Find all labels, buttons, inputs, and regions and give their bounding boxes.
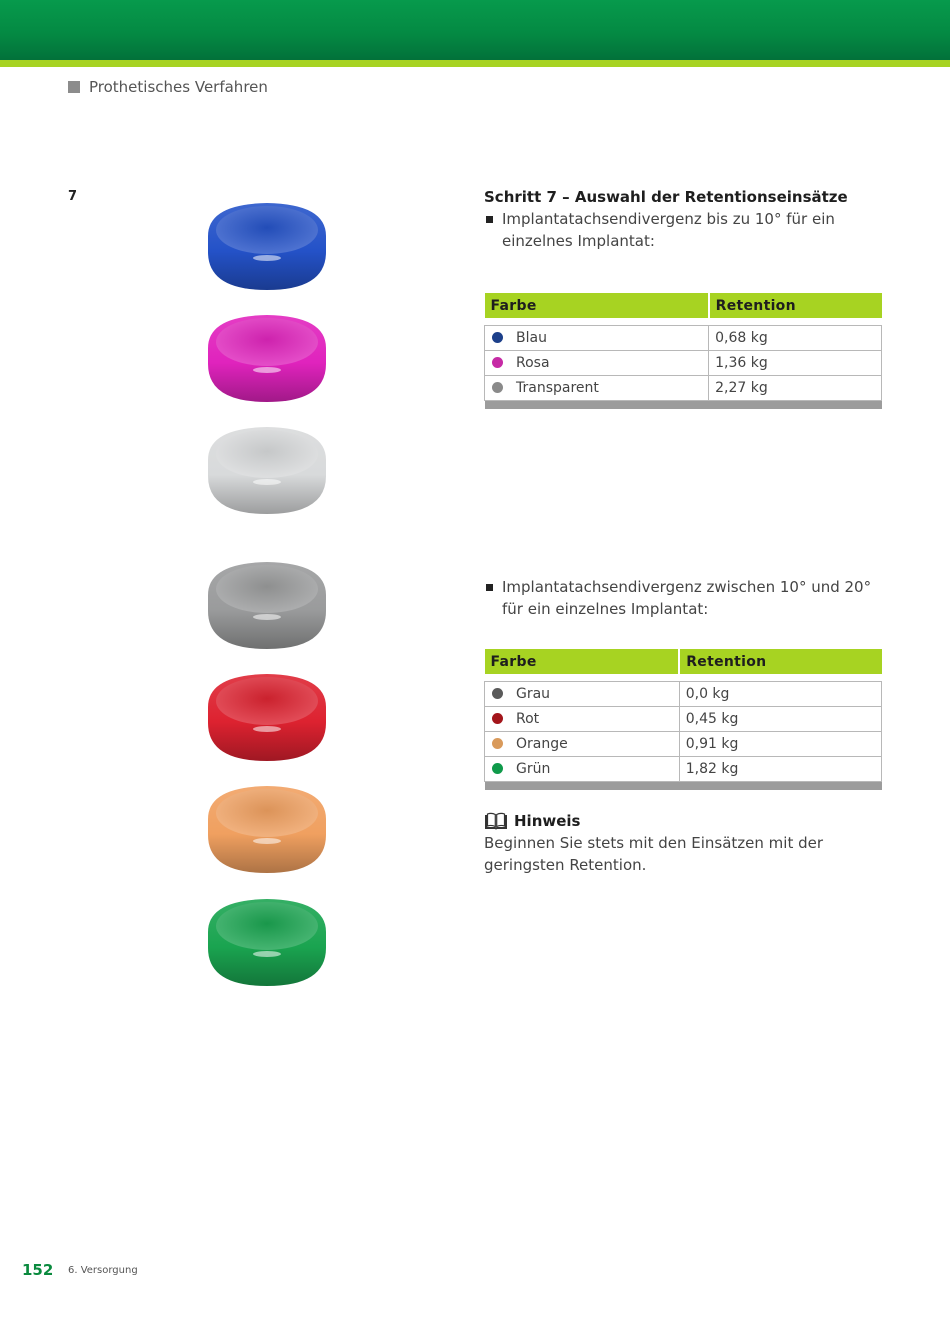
color-cell bbox=[485, 326, 709, 351]
color-dot-icon bbox=[492, 357, 503, 368]
color-cell bbox=[485, 376, 709, 401]
color-dot-icon bbox=[492, 382, 503, 393]
table-row bbox=[485, 732, 882, 757]
retention-cap-pink bbox=[206, 312, 328, 404]
table-row bbox=[485, 351, 882, 376]
retention-cap-orange bbox=[206, 783, 328, 875]
color-dot-icon bbox=[492, 332, 503, 343]
book-icon bbox=[484, 812, 508, 831]
retention-cap-green bbox=[206, 896, 328, 988]
note-title bbox=[484, 810, 884, 832]
step-content bbox=[484, 186, 884, 876]
bullet-text: Implantatachsendivergenz zwischen 10° und 20° für ein einzelnes Implantat: bbox=[502, 578, 872, 618]
table-spacer bbox=[485, 318, 882, 326]
bullet-square-icon bbox=[486, 584, 493, 591]
figure-number: 7 bbox=[68, 189, 78, 204]
color-cell bbox=[485, 732, 680, 757]
table-row bbox=[485, 376, 882, 401]
table-row bbox=[485, 326, 882, 351]
section-title: Prothetisches Verfahren bbox=[89, 78, 268, 96]
retention-inserts-illustration bbox=[206, 200, 328, 990]
step-title: Schritt 7 – Auswahl der Retentionseinsätze bbox=[484, 188, 848, 206]
color-name: Transparent bbox=[516, 380, 599, 396]
color-dot-icon bbox=[492, 763, 503, 774]
bullet-item bbox=[484, 576, 884, 620]
retention-cap-red bbox=[206, 671, 328, 763]
square-bullet-icon bbox=[68, 81, 80, 93]
table-spacer bbox=[485, 674, 882, 682]
note-heading: Hinweis bbox=[514, 812, 581, 830]
retention-value: 0,0 kg bbox=[679, 682, 881, 707]
retention-value: 1,36 kg bbox=[709, 351, 882, 376]
color-cell bbox=[485, 351, 709, 376]
bullet-item bbox=[484, 208, 884, 252]
header-accent-line bbox=[0, 60, 950, 67]
retention-value: 2,27 kg bbox=[709, 376, 882, 401]
table-row bbox=[485, 682, 882, 707]
color-cell bbox=[485, 757, 680, 782]
bullet-text: Implantatachsendivergenz bis zu 10° für ein einzelnes Implantat: bbox=[502, 210, 835, 250]
color-name: Grün bbox=[516, 761, 551, 777]
table-header-retention: Retention bbox=[679, 649, 881, 674]
color-name: Grau bbox=[516, 686, 551, 702]
color-name: Rosa bbox=[516, 355, 550, 371]
retention-value: 0,45 kg bbox=[679, 707, 881, 732]
table-row bbox=[485, 757, 882, 782]
retention-cap-blue bbox=[206, 200, 328, 292]
retention-value: 0,68 kg bbox=[709, 326, 882, 351]
color-name: Blau bbox=[516, 330, 547, 346]
color-cell bbox=[485, 707, 680, 732]
table-footer-bar bbox=[485, 782, 882, 791]
table-footer-bar bbox=[485, 401, 882, 410]
color-dot-icon bbox=[492, 688, 503, 699]
bullet-square-icon bbox=[486, 216, 493, 223]
retention-value: 0,91 kg bbox=[679, 732, 881, 757]
color-dot-icon bbox=[492, 738, 503, 749]
color-dot-icon bbox=[492, 713, 503, 724]
retention-table-2 bbox=[484, 649, 882, 790]
retention-cap-transparent bbox=[206, 424, 328, 516]
retention-value: 1,82 kg bbox=[679, 757, 881, 782]
retention-table-1 bbox=[484, 293, 882, 409]
table-header-retention: Retention bbox=[709, 293, 882, 318]
color-name: Rot bbox=[516, 711, 540, 727]
section-label bbox=[68, 78, 268, 96]
note-text: Beginnen Sie stets mit den Einsätzen mit der geringsten Retention. bbox=[484, 834, 824, 874]
header-band bbox=[0, 0, 950, 60]
color-cell bbox=[485, 682, 680, 707]
retention-cap-grey bbox=[206, 559, 328, 651]
table-header-color: Farbe bbox=[485, 293, 709, 318]
color-name: Orange bbox=[516, 736, 568, 752]
table-header-color: Farbe bbox=[485, 649, 680, 674]
table-row bbox=[485, 707, 882, 732]
chapter-label: 6. Versorgung bbox=[68, 1265, 138, 1276]
page-number: 152 bbox=[22, 1261, 54, 1279]
